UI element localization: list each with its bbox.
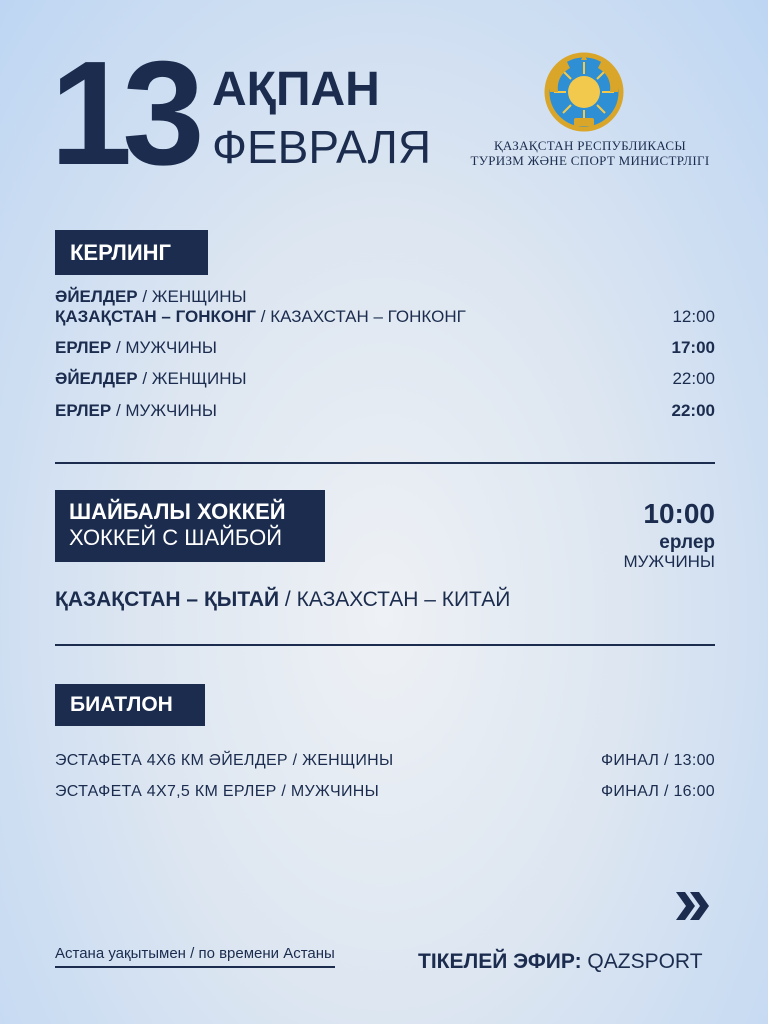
live-channel: QAZSPORT bbox=[587, 950, 703, 973]
match-kz: ҚАЗАҚСТАН – ҚЫТАЙ bbox=[55, 588, 280, 611]
date-day: 13 bbox=[50, 31, 195, 196]
ministry-name bbox=[440, 138, 740, 168]
hockey-gender-kz: ерлер bbox=[659, 532, 715, 553]
ministry-line-2: ТУРИЗМ ЖӘНЕ СПОРТ МИНИСТРЛІГІ bbox=[470, 153, 710, 168]
hockey-title-kz: ШАЙБАЛЫ ХОККЕЙ bbox=[69, 499, 286, 524]
gender-ru: МУЖЧИНЫ bbox=[125, 338, 217, 357]
section-divider bbox=[55, 644, 715, 646]
month-russian: ФЕВРАЛЯ bbox=[212, 121, 432, 173]
match-ru: КАЗАХСТАН – КИТАЙ bbox=[296, 588, 511, 611]
match-kz: ҚАЗАҚСТАН – ГОНКОНГ bbox=[55, 307, 257, 326]
event-stage-time: ФИНАЛ / 13:00 bbox=[600, 752, 715, 769]
event-name: ЭСТАФЕТА 4Х6 КМ ӘЙЕЛДЕР / ЖЕНЩИНЫ bbox=[55, 752, 394, 769]
curling-section-title: КЕРЛИНГ bbox=[55, 230, 208, 275]
biathlon-row bbox=[55, 751, 715, 771]
gender-kz: ӘЙЕЛДЕР bbox=[55, 287, 138, 306]
biathlon-section-title: БИАТЛОН bbox=[55, 684, 205, 726]
gender-ru: МУЖЧИНЫ bbox=[125, 401, 217, 420]
row-time: 17:00 bbox=[671, 338, 715, 357]
hockey-gender-ru: МУЖЧИНЫ bbox=[623, 552, 715, 571]
curling-row: ЕРЛЕР / МУЖЧИНЫ 17:00 bbox=[55, 338, 715, 357]
hockey-section-title bbox=[55, 490, 325, 562]
kazakhstan-emblem-icon bbox=[544, 52, 624, 132]
live-label: ТІКЕЛЕЙ ЭФИР: bbox=[418, 950, 582, 973]
curling-row: ӘЙЕЛДЕР / ЖЕНЩИНЫ 22:00 bbox=[55, 369, 715, 388]
hockey-time: 10:00 bbox=[643, 498, 715, 529]
gender-ru: ЖЕНЩИНЫ bbox=[151, 287, 247, 306]
curling-row: ЕРЛЕР / МУЖЧИНЫ 22:00 bbox=[55, 401, 715, 420]
row-time: 22:00 bbox=[672, 369, 715, 388]
curling-match-gender: ӘЙЕЛДЕР / ЖЕНЩИНЫ bbox=[55, 287, 247, 306]
double-chevron-right-icon bbox=[676, 892, 710, 920]
section-divider bbox=[55, 462, 715, 464]
curling-match-row: ҚАЗАҚСТАН – ГОНКОНГ / КАЗАХСТАН – ГОНКОНГ 12:00 bbox=[55, 307, 715, 326]
match-time: 12:00 bbox=[672, 307, 715, 326]
row-time: 22:00 bbox=[671, 401, 715, 420]
event-name: ЭСТАФЕТА 4Х7,5 КМ ЕРЛЕР / МУЖЧИНЫ bbox=[55, 783, 380, 800]
gender-kz: ЕРЛЕР bbox=[55, 338, 112, 357]
timezone-note: Астана уақытымен / по времени Астаны bbox=[55, 945, 335, 968]
match-ru: КАЗАХСТАН – ГОНКОНГ bbox=[270, 307, 466, 326]
event-stage-time: ФИНАЛ / 16:00 bbox=[600, 783, 715, 800]
biathlon-row bbox=[55, 782, 715, 802]
hockey-title-ru: ХОККЕЙ С ШАЙБОЙ bbox=[69, 525, 283, 550]
hockey-match: ҚАЗАҚСТАН – ҚЫТАЙ / КАЗАХСТАН – КИТАЙ bbox=[55, 588, 511, 611]
live-broadcast bbox=[418, 950, 703, 974]
month-kazakh: АҚПАН bbox=[212, 63, 380, 116]
ministry-line-1: ҚАЗАҚСТАН РЕСПУБЛИКАСЫ bbox=[493, 138, 687, 153]
gender-kz: ӘЙЕЛДЕР bbox=[55, 369, 138, 388]
gender-kz: ЕРЛЕР bbox=[55, 401, 112, 420]
gender-ru: ЖЕНЩИНЫ bbox=[151, 369, 247, 388]
